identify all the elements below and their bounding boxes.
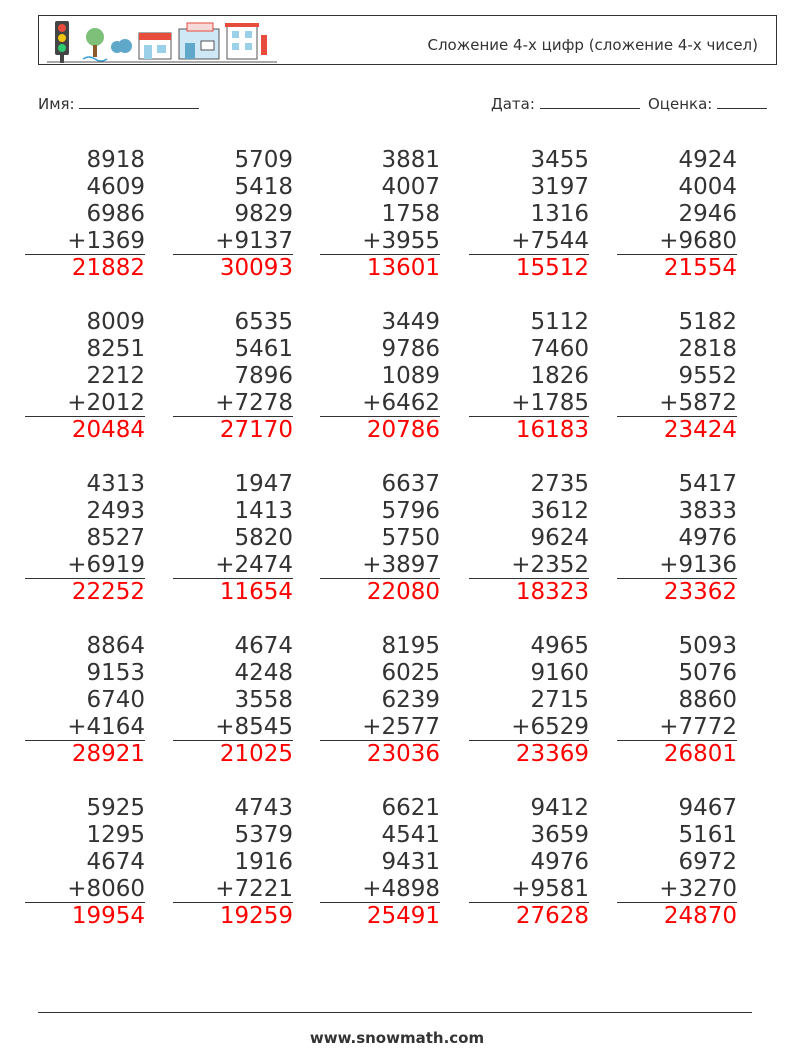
footer-divider	[38, 1012, 752, 1013]
addition-problem	[469, 795, 589, 930]
addend: 1758	[381, 201, 440, 227]
answer: 19954	[71, 903, 145, 929]
addend: 4965	[530, 633, 589, 659]
addend-last: +9680	[617, 228, 737, 255]
addend: 8251	[86, 336, 145, 362]
addend: 4674	[86, 849, 145, 875]
addend: 2818	[678, 336, 737, 362]
addend: 9624	[530, 525, 589, 551]
answer: 20484	[71, 417, 145, 443]
answer: 22252	[71, 579, 145, 605]
addend: 2493	[86, 498, 145, 524]
addend: 3197	[530, 174, 589, 200]
answer: 13601	[366, 255, 440, 281]
addend: 6239	[381, 687, 440, 713]
addend: 8195	[381, 633, 440, 659]
answer: 16183	[515, 417, 589, 443]
addend: 5925	[86, 795, 145, 821]
answer: 21554	[663, 255, 737, 281]
addend: 4976	[678, 525, 737, 551]
addition-problem	[617, 471, 737, 606]
addition-problem	[25, 471, 145, 606]
answer: 26801	[663, 741, 737, 767]
addend-last: +6462	[320, 390, 440, 417]
addend-last: +3955	[320, 228, 440, 255]
addend-last: +7278	[173, 390, 293, 417]
addend: 4313	[86, 471, 145, 497]
addend-last: +2012	[25, 390, 145, 417]
addition-problem	[320, 471, 440, 606]
footer-site: www.snowmath.com	[309, 1029, 485, 1047]
addition-problem	[173, 147, 293, 282]
addend: 2715	[530, 687, 589, 713]
addend: 6972	[678, 849, 737, 875]
addend: 5418	[234, 174, 293, 200]
addend: 9552	[678, 363, 737, 389]
addend: 2946	[678, 201, 737, 227]
addition-problem	[173, 633, 293, 768]
addend-last: +4898	[320, 876, 440, 903]
addend: 4609	[86, 174, 145, 200]
answer: 20786	[366, 417, 440, 443]
addend: 3558	[234, 687, 293, 713]
addition-problem	[617, 633, 737, 768]
addend-last: +8060	[25, 876, 145, 903]
addition-problem	[469, 471, 589, 606]
addition-problem	[469, 147, 589, 282]
addend-last: +9581	[469, 876, 589, 903]
addend: 8918	[86, 147, 145, 173]
addend: 5796	[381, 498, 440, 524]
grade-label: Оценка:	[648, 95, 713, 113]
worksheet-title: Сложение 4-х цифр (сложение 4-х чисел)	[427, 36, 758, 54]
addend-last: +9136	[617, 552, 737, 579]
answer: 22080	[366, 579, 440, 605]
addend: 6621	[381, 795, 440, 821]
answer: 21882	[71, 255, 145, 281]
worksheet-header	[38, 15, 777, 65]
addend: 5461	[234, 336, 293, 362]
answer: 25491	[366, 903, 440, 929]
addend-last: +9137	[173, 228, 293, 255]
answer: 15512	[515, 255, 589, 281]
addition-problem	[469, 633, 589, 768]
addend: 9786	[381, 336, 440, 362]
addend: 9829	[234, 201, 293, 227]
addend-last: +7772	[617, 714, 737, 741]
addend-last: +3270	[617, 876, 737, 903]
addend: 6740	[86, 687, 145, 713]
grade-field[interactable]	[648, 94, 767, 113]
answer: 27170	[219, 417, 293, 443]
date-field[interactable]	[491, 94, 640, 113]
city-illustration-icon	[47, 19, 277, 63]
addition-problem	[320, 309, 440, 444]
addend: 4674	[234, 633, 293, 659]
addend: 4743	[234, 795, 293, 821]
addition-problem	[320, 147, 440, 282]
addend: 8864	[86, 633, 145, 659]
addend: 5182	[678, 309, 737, 335]
addend: 2212	[86, 363, 145, 389]
addition-problem	[173, 795, 293, 930]
answer: 24870	[663, 903, 737, 929]
addend-last: +7544	[469, 228, 589, 255]
addition-problem	[173, 309, 293, 444]
addend: 4004	[678, 174, 737, 200]
addend-last: +2577	[320, 714, 440, 741]
addend: 9412	[530, 795, 589, 821]
addend: 9153	[86, 660, 145, 686]
addend: 8527	[86, 525, 145, 551]
answer: 27628	[515, 903, 589, 929]
addend: 4924	[678, 147, 737, 173]
addition-problem	[320, 795, 440, 930]
name-field[interactable]	[38, 94, 199, 113]
name-line[interactable]	[79, 94, 199, 109]
answer: 23369	[515, 741, 589, 767]
addition-problem	[25, 147, 145, 282]
grade-line[interactable]	[717, 94, 767, 109]
date-label: Дата:	[491, 95, 535, 113]
addend: 7896	[234, 363, 293, 389]
addition-problem	[617, 795, 737, 930]
addend: 5093	[678, 633, 737, 659]
addend-last: +3897	[320, 552, 440, 579]
addend: 1916	[234, 849, 293, 875]
addend: 5112	[530, 309, 589, 335]
addend: 4248	[234, 660, 293, 686]
addition-problem	[469, 309, 589, 444]
addend-last: +2474	[173, 552, 293, 579]
addend: 3833	[678, 498, 737, 524]
answer: 21025	[219, 741, 293, 767]
addend: 5750	[381, 525, 440, 551]
addend: 3449	[381, 309, 440, 335]
addend-last: +2352	[469, 552, 589, 579]
addend: 6637	[381, 471, 440, 497]
addend: 9160	[530, 660, 589, 686]
addend: 5820	[234, 525, 293, 551]
addend-last: +8545	[173, 714, 293, 741]
addend: 2735	[530, 471, 589, 497]
answer: 23036	[366, 741, 440, 767]
addend: 5076	[678, 660, 737, 686]
addend-last: +6919	[25, 552, 145, 579]
addend: 6025	[381, 660, 440, 686]
answer: 11654	[219, 579, 293, 605]
addend-last: +6529	[469, 714, 589, 741]
addend: 3612	[530, 498, 589, 524]
answer: 18323	[515, 579, 589, 605]
addend: 4007	[381, 174, 440, 200]
answer: 23362	[663, 579, 737, 605]
addend: 1316	[530, 201, 589, 227]
addend-last: +7221	[173, 876, 293, 903]
addend: 6986	[86, 201, 145, 227]
addend: 1826	[530, 363, 589, 389]
addition-problem	[320, 633, 440, 768]
addend: 5161	[678, 822, 737, 848]
addition-problem	[173, 471, 293, 606]
addend: 6535	[234, 309, 293, 335]
date-line[interactable]	[540, 94, 640, 109]
addend: 4976	[530, 849, 589, 875]
addend: 1089	[381, 363, 440, 389]
answer: 23424	[663, 417, 737, 443]
addend: 3881	[381, 147, 440, 173]
addend: 3455	[530, 147, 589, 173]
addend: 8860	[678, 687, 737, 713]
addend-last: +5872	[617, 390, 737, 417]
answer: 30093	[219, 255, 293, 281]
addition-problem	[25, 633, 145, 768]
addend: 1947	[234, 471, 293, 497]
addend-last: +4164	[25, 714, 145, 741]
addend-last: +1785	[469, 390, 589, 417]
addend: 4541	[381, 822, 440, 848]
addend: 1295	[86, 822, 145, 848]
addend: 5379	[234, 822, 293, 848]
addend: 9467	[678, 795, 737, 821]
answer: 19259	[219, 903, 293, 929]
addend: 7460	[530, 336, 589, 362]
addend-last: +1369	[25, 228, 145, 255]
name-label: Имя:	[38, 95, 75, 113]
addend: 5417	[678, 471, 737, 497]
addition-problem	[25, 795, 145, 930]
addend: 5709	[234, 147, 293, 173]
addition-problem	[617, 147, 737, 282]
addend: 8009	[86, 309, 145, 335]
addition-problem	[617, 309, 737, 444]
addition-problem	[25, 309, 145, 444]
addend: 1413	[234, 498, 293, 524]
addend: 9431	[381, 849, 440, 875]
answer: 28921	[71, 741, 145, 767]
addend: 3659	[530, 822, 589, 848]
